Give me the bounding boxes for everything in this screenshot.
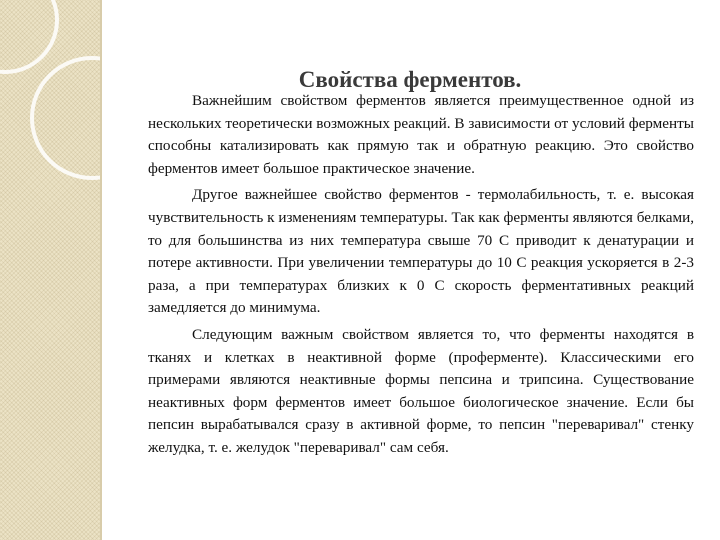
ornament-circles-icon bbox=[0, 0, 100, 540]
paragraph-inactive-form: Следующим важным свойством является то, что ферменты находятся в тканях и клетках в неактивной форме (проферменте). Классическими его примерами являются неактивные формы пепсина и трипсина. Существование неактивных форм ферментов имеет большое биологическое значение. Если бы пепсин вырабатывался сразу в активной форме, то пепсин "переваривал" стенку желудка, т. е. желудок "переваривал" сам себя. bbox=[148, 325, 694, 456]
paragraph-specificity: Важнейшим свойством ферментов является преимущественное одной из нескольких теоретически возможных реакций. В зависимости от условий ферменты способны катализировать как прямую так и обратную реакцию. Это свойство ферментов имеет большое практическое значение. bbox=[148, 92, 694, 177]
decorative-sidebar bbox=[0, 0, 100, 540]
paragraph-thermolability: Другое важнейшее свойство ферментов - термолабильность, т. е. высокая чувствительность к изменениям температуры. Так как ферменты являются белками, то для большинства из них температура свыше 70 С приводит к денатурации и потере активности. При увеличении температуры до 10 С реакция ускоряется в 2-3 раза, а при температурах близких к 0 С скорость ферментативных реакций замедляется до минимума. bbox=[148, 186, 694, 317]
slide-title: Свойства ферментов. bbox=[298, 67, 522, 93]
slide-body bbox=[148, 90, 694, 464]
sidebar-divider bbox=[100, 0, 102, 540]
